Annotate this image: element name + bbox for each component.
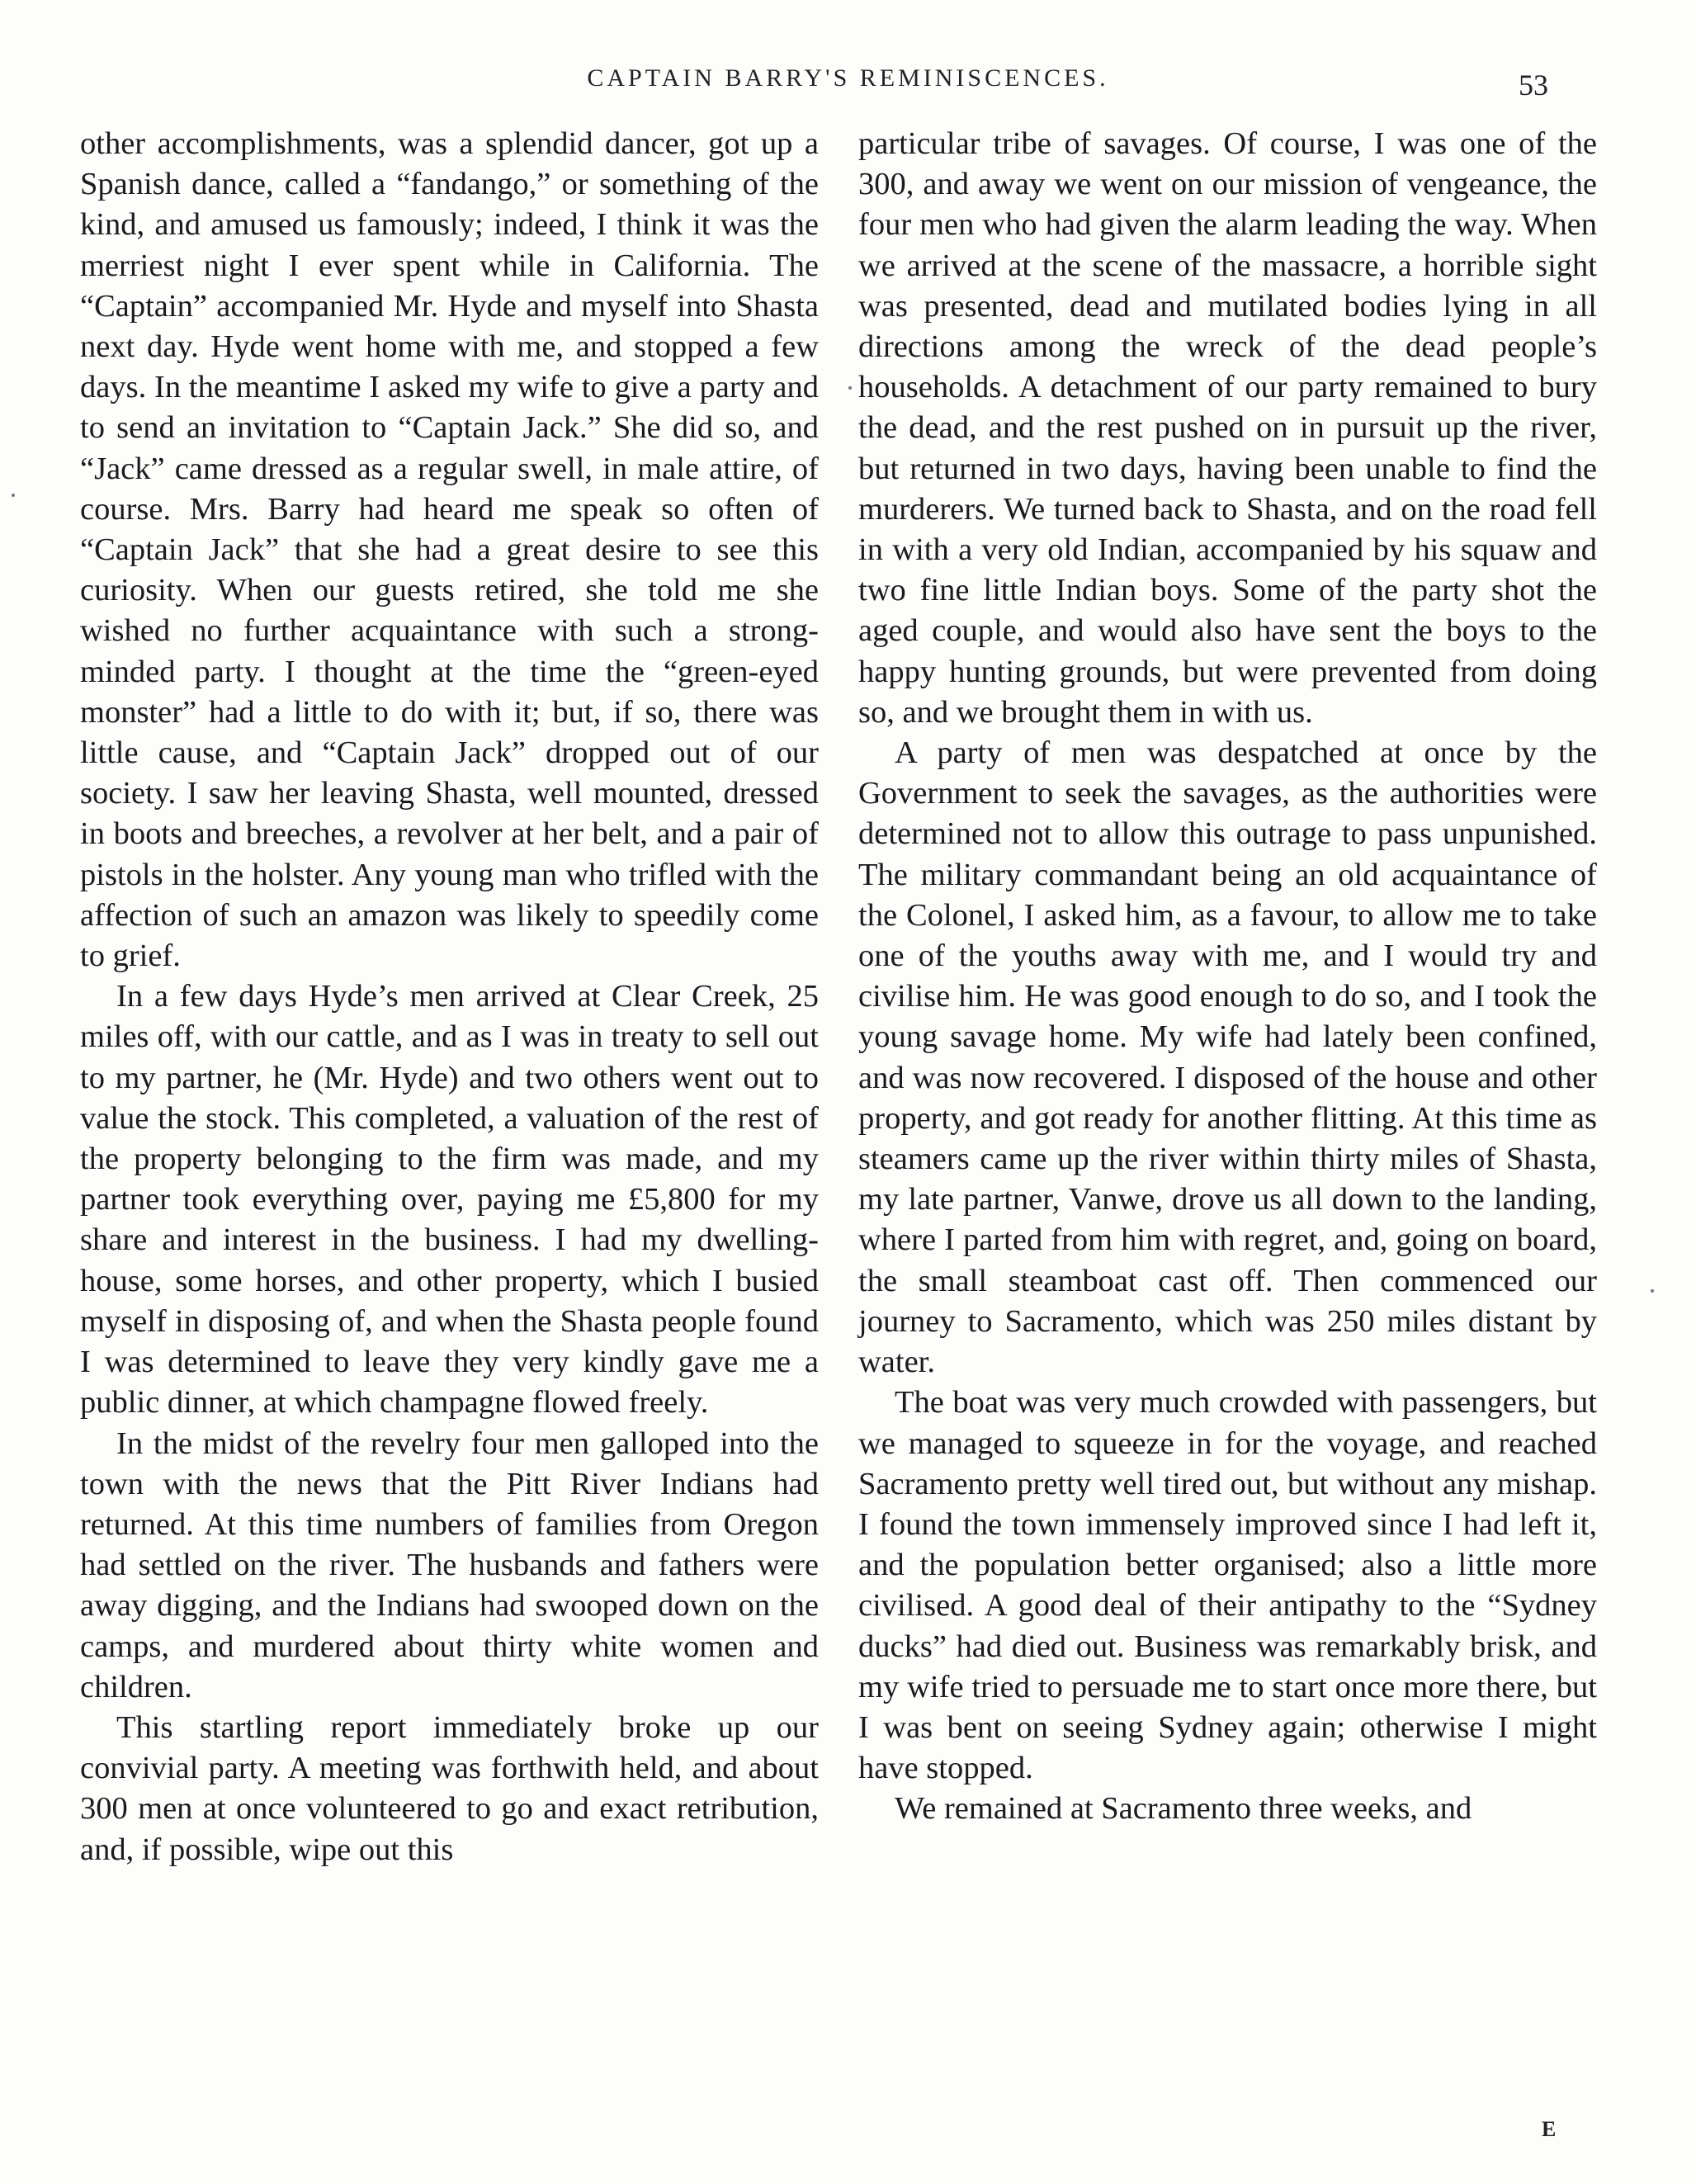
- right-paragraph-3: The boat was very much crowded with passengers, but we managed to squeeze in for the voyage, and reached Sacramento pretty well tired out, but without any mishap. I found the town immensely improved since I had left it, and the population better organised; also a little more civilised. A good deal of their antipathy to the “Sydney ducks” had died out. Business was remarkably brisk, and my wife tried to persuade me to start once more there, but I was bent on seeing Sydney again; otherwise I might have stopped.: [858, 1385, 1597, 1786]
- paper-speck: [12, 494, 15, 497]
- right-paragraph-2: A party of men was despatched at once by the Government to seek the savages, as the authorities were determined not to allow this outrage to pass unpunished. The military commandant being an old acquaintance of the Colonel, I asked him, as a favour, to allow me to take one of the youths away with me, and I would try and civilise him. He was good enough to do so, and I took the young savage home. My wife had lately been confined, and was now recovered. I disposed of the house and other property, and got ready for another flitting. At this time as steamers came up the river within thirty miles of Shasta, my late partner, Vanwe, drove us all down to the landing, where I parted from him with regret, and, going on board, the small steamboat cast off. Then commenced our journey to Sacramento, which was 250 miles distant by water.: [858, 735, 1597, 1380]
- running-title: CAPTAIN BARRY'S REMINISCENCES.: [587, 64, 1109, 92]
- paper-speck: [1651, 1289, 1654, 1293]
- left-paragraph-1: other accomplishments, was a splendid dancer, got up a Spanish dance, called a “fandango,” or something of the kind, and amused us famously; indeed, I think it was the merriest night I ever spent while in California. The “Captain” accompanied Mr. Hyde and myself into Shasta next day. Hyde went home with me, and stopped a few days. In the meantime I asked my wife to give a party and to send an invitation to “Captain Jack.” She did so, and “Jack” came dressed as a regular swell, in male attire, of course. Mrs. Barry had heard me speak so often of “Captain Jack” that she had a great desire to see this curiosity. When our guests retired, she told me she wished no further acquaintance with such a strong-minded party. I thought at the time the “green-eyed monster” had a little to do with it; but, if so, there was little cause, and “Captain Jack” dropped out of our society. I saw her leaving Shasta, well mounted, dressed in boots and breeches, a revolver at her belt, and a pair of pistols in the holster. Any young man who trifled with the affection of such an amazon was likely to speedily come to grief.: [80, 126, 819, 974]
- right-paragraph-4: We remained at Sacramento three weeks, and: [895, 1791, 1472, 1827]
- signature-mark: E: [1542, 2117, 1557, 2141]
- left-column: [80, 124, 819, 1870]
- left-paragraph-4: This startling report immediately broke up our convivial party. A meeting was forthwith held, and about 300 men at once volunteered to go and exact retribution, and, if possible, wipe out this: [80, 1709, 819, 1867]
- right-paragraph-1: particular tribe of savages. Of course, I was one of the 300, and away we went on our mission of vengeance, the four men who had given the alarm leading the way. When we arrived at the scene of the massacre, a horrible sight was presented, dead and mutilated bodies lying in all directions among the wreck of the dead people’s households. A detachment of our party remained to bury the dead, and the rest pushed on in pursuit up the river, but returned in two days, having been unable to find the murderers. We turned back to Shasta, and on the road fell in with a very old Indian, accompanied by his squaw and two fine little Indian boys. Some of the party shot the aged couple, and would also have sent the boys to the happy hunting grounds, but were prevented from doing so, and we brought them in with us.: [858, 126, 1597, 730]
- left-paragraph-2: In a few days Hyde’s men arrived at Clear Creek, 25 miles off, with our cattle, and as I was in treaty to sell out to my partner, he (Mr. Hyde) and two others went out to value the stock. This completed, a valuation of the rest of the property belonging to the firm was made, and my partner took everything over, paying me £5,800 for my share and interest in the business. I had my dwelling-house, some horses, and other property, which I busied myself in disposing of, and when the Shasta people found I was determined to leave they very kindly gave me a public dinner, at which champagne flowed freely.: [80, 979, 819, 1421]
- page-number: 53: [1519, 69, 1548, 102]
- left-paragraph-3: In the midst of the revelry four men galloped into the town with the news that the Pitt River Indians had returned. At this time numbers of families from Oregon had settled on the river. The husbands and fathers were away digging, and the Indians had swooped down on the camps, and murdered about thirty white women and children.: [80, 1425, 819, 1704]
- right-column: [858, 124, 1597, 1830]
- paper-speck: [848, 386, 852, 390]
